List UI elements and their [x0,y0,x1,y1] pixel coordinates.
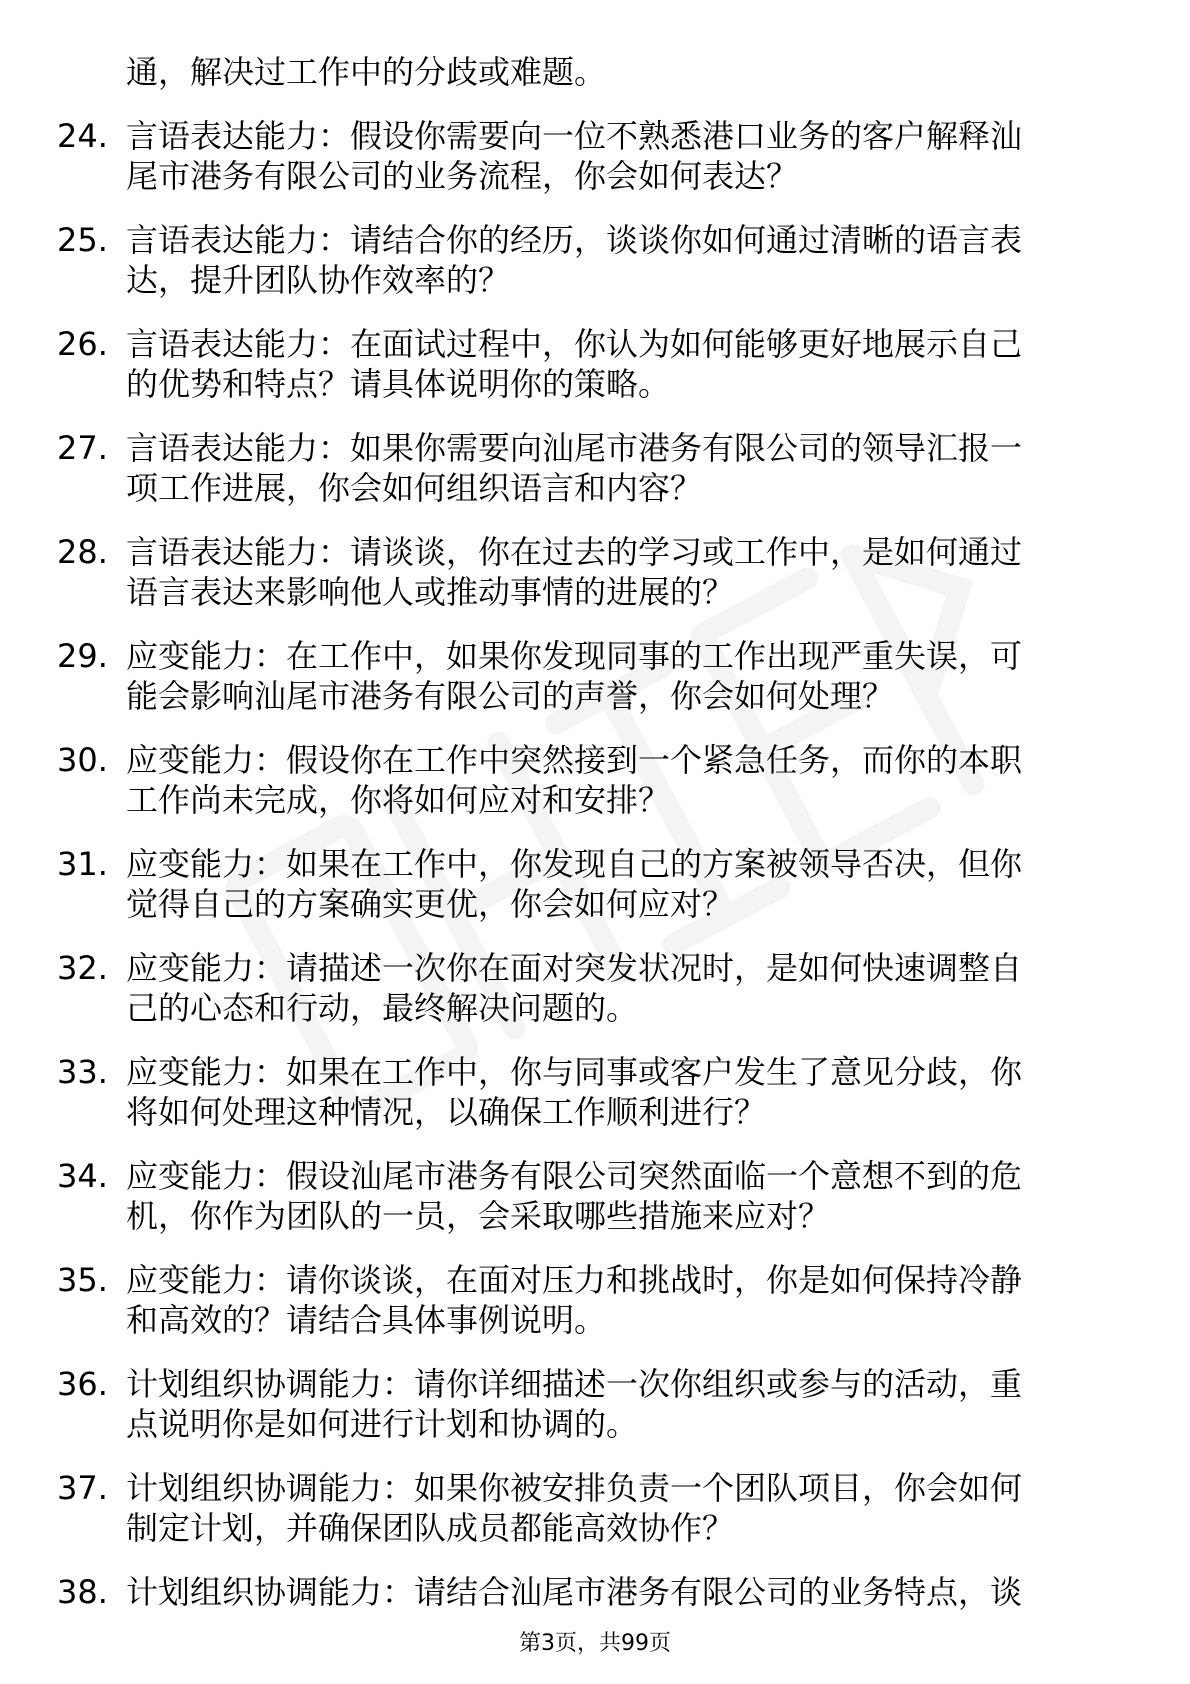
question-line: 应变能力：如果在工作中，你与同事或客户发生了意见分歧，你 [126,1053,1023,1091]
question-number: 28. [57,533,108,571]
question-text [126,636,1137,716]
question-line: 言语表达能力：在面试过程中，你认为如何能够更好地展示自己 [126,325,1023,363]
question-line: 语言表达来影响他人或推动事情的进展的？ [126,573,735,611]
question-number: 30. [57,741,108,779]
question-line: 计划组织协调能力：请你详细描述一次你组织或参与的活动，重 [126,1365,1023,1403]
question-number: 36. [57,1365,108,1403]
question-item [57,428,1137,508]
question-item [57,1364,1137,1444]
question-item [57,1052,1137,1132]
question-text [126,324,1137,404]
question-text [126,1572,1137,1612]
page-footer: 第3页，共99页 [519,1631,671,1656]
question-number: 38. [57,1573,108,1611]
question-line: 机，你作为团队的一员，会采取哪些措施来应对？ [126,1197,831,1235]
question-text [126,1052,1137,1132]
question-line: 应变能力：如果在工作中，你发现自己的方案被领导否决，但你 [126,845,1023,883]
question-line: 言语表达能力：请谈谈，你在过去的学习或工作中，是如何通过 [126,533,1023,571]
question-item [57,1572,1137,1612]
question-number: 27. [57,429,108,467]
question-text [126,1156,1137,1236]
question-number: 24. [57,117,108,155]
question-number: 34. [57,1157,108,1195]
question-line: 应变能力：假设汕尾市港务有限公司突然面临一个意想不到的危 [126,1157,1023,1195]
question-text [126,1468,1137,1548]
question-item [57,116,1137,196]
question-line: 项工作进展，你会如何组织语言和内容？ [126,469,703,507]
question-number: 32. [57,949,108,987]
question-item [57,324,1137,404]
question-line: 计划组织协调能力：请结合汕尾市港务有限公司的业务特点，谈 [126,1573,1023,1611]
question-line: 觉得自己的方案确实更优，你会如何应对？ [126,885,735,923]
question-item [57,636,1137,716]
question-item [57,1156,1137,1236]
question-item [57,220,1137,300]
question-item [57,948,1137,1028]
question-number: 37. [57,1469,108,1507]
question-number: 33. [57,1053,108,1091]
question-text [126,1364,1137,1444]
continued-text: 通，解决过工作中的分歧或难题。 [126,53,607,91]
question-number: 26. [57,325,108,363]
question-line: 言语表达能力：如果你需要向汕尾市港务有限公司的领导汇报一 [126,429,1023,467]
question-text [126,532,1137,612]
question-item [57,1260,1137,1340]
question-line: 尾市港务有限公司的业务流程，你会如何表达？ [126,157,799,195]
question-line: 制定计划，并确保团队成员都能高效协作？ [126,1509,735,1547]
question-line: 工作尚未完成，你将如何应对和安排？ [126,781,671,819]
question-line: 言语表达能力：请结合你的经历，谈谈你如何通过清晰的语言表 [126,221,1023,259]
question-number: 31. [57,845,108,883]
question-line: 能会影响汕尾市港务有限公司的声誉，你会如何处理？ [126,677,895,715]
question-text [126,220,1137,300]
question-list [57,52,1137,1636]
question-line: 点说明你是如何进行计划和协调的。 [126,1405,639,1443]
question-line: 应变能力：在工作中，如果你发现同事的工作出现严重失误，可 [126,637,1023,675]
question-text [126,740,1137,820]
question-text [126,844,1137,924]
question-item [57,532,1137,612]
question-text [126,116,1137,196]
question-item [57,844,1137,924]
question-number: 35. [57,1261,108,1299]
question-text [126,1260,1137,1340]
question-number: 25. [57,221,108,259]
question-line: 应变能力：假设你在工作中突然接到一个紧急任务，而你的本职 [126,741,1023,779]
question-line: 和高效的？请结合具体事例说明。 [126,1301,607,1339]
question-text [126,428,1137,508]
question-line: 言语表达能力：假设你需要向一位不熟悉港口业务的客户解释汕 [126,117,1023,155]
question-number: 29. [57,637,108,675]
question-line: 己的心态和行动，最终解决问题的。 [126,989,639,1027]
question-line: 应变能力：请你谈谈，在面对压力和挑战时，你是如何保持冷静 [126,1261,1023,1299]
question-item [57,1468,1137,1548]
question-text [126,948,1137,1028]
question-line: 应变能力：请描述一次你在面对突发状况时，是如何快速调整自 [126,949,1023,987]
question-item [57,740,1137,820]
question-line: 计划组织协调能力：如果你被安排负责一个团队项目，你会如何 [126,1469,1023,1507]
question-line: 的优势和特点？请具体说明你的策略。 [126,365,671,403]
question-line: 达，提升团队协作效率的？ [126,261,511,299]
question-line: 将如何处理这种情况，以确保工作顺利进行？ [126,1093,767,1131]
